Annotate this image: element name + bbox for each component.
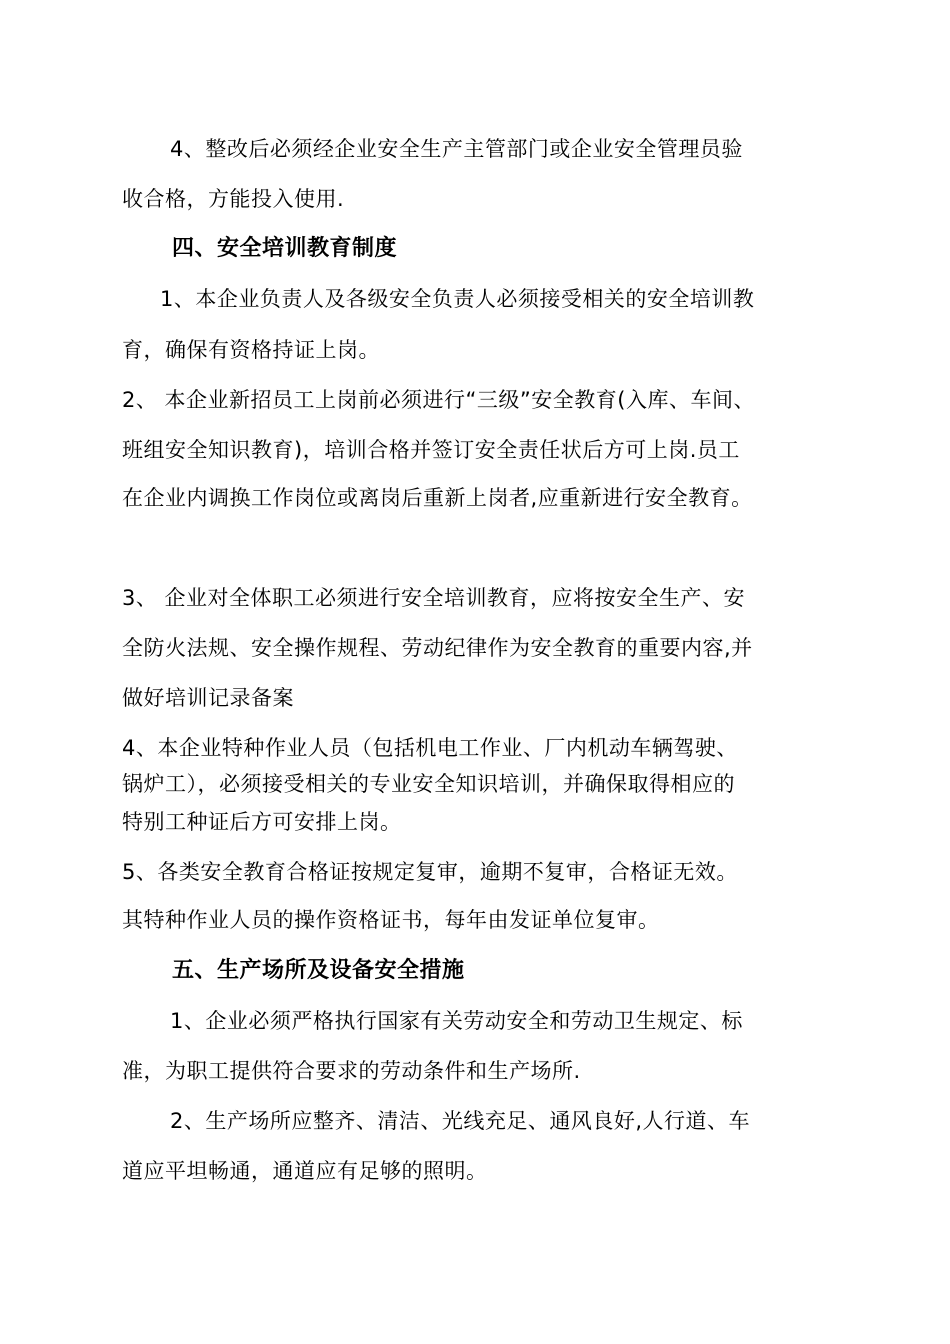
training-item-3-line-3: 做好培训记录备案: [122, 686, 294, 710]
training-item-4-line-2: 锅炉工），必须接受相关的专业安全知识培训，并确保取得相应的: [122, 772, 735, 796]
training-item-2-line-3: 在企业内调换工作岗位或离岗后重新上岗者,应重新进行安全教育。: [122, 486, 753, 510]
training-item-1-line-1: 1、本企业负责人及各级安全负责人必须接受相关的安全培训教: [160, 287, 755, 311]
training-item-2-line-1: 2、 本企业新招员工上岗前必须进行“三级”安全教育(入库、车间、: [122, 388, 755, 412]
training-item-2-line-2: 班组安全知识教育)，培训合格并签订安全责任状后方可上岗.员工: [122, 438, 740, 462]
training-item-1-line-2: 育，确保有资格持证上岗。: [122, 338, 380, 362]
training-item-3-line-2: 全防火法规、安全操作规程、劳动纪律作为安全教育的重要内容,并: [122, 636, 753, 660]
paragraph-4-line-2: 收合格，方能投入使用.: [122, 187, 345, 211]
paragraph-4-line-1: 4、整改后必须经企业安全生产主管部门或企业安全管理员验: [170, 137, 743, 161]
training-item-4-line-1: 4、本企业特种作业人员（包括机电工作业、厂内机动车辆驾驶、: [122, 736, 738, 760]
training-item-5-line-2: 其特种作业人员的操作资格证书，每年由发证单位复审。: [122, 908, 660, 932]
section-heading-safety-measures: 五、生产场所及设备安全措施: [172, 958, 465, 983]
training-item-5-line-1: 5、各类安全教育合格证按规定复审，逾期不复审，合格证无效。: [122, 860, 738, 884]
training-item-4-line-3: 特别工种证后方可安排上岗。: [122, 810, 402, 834]
measures-item-2-line-2: 道应平坦畅通，通道应有足够的照明。: [122, 1159, 488, 1183]
section-heading-training: 四、安全培训教育制度: [172, 236, 398, 261]
training-item-3-line-1: 3、 企业对全体职工必须进行安全培训教育，应将按安全生产、安: [122, 586, 746, 610]
measures-item-1-line-2: 准，为职工提供符合要求的劳动条件和生产场所.: [122, 1059, 581, 1083]
measures-item-1-line-1: 1、企业必须严格执行国家有关劳动安全和劳动卫生规定、标: [170, 1009, 743, 1033]
measures-item-2-line-1: 2、生产场所应整齐、清洁、光线充足、通风良好,人行道、车: [170, 1109, 751, 1133]
